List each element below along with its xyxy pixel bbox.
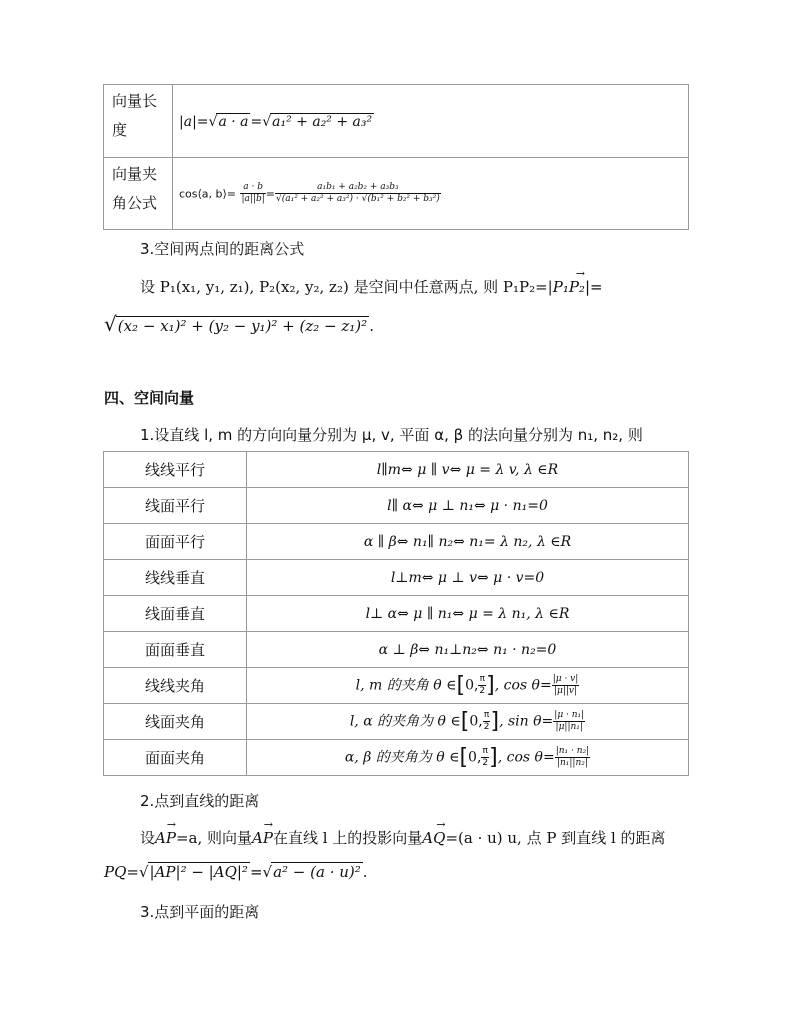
formula-part: a₁² + a₂² + a₃² <box>272 113 373 130</box>
text-part: |= <box>584 278 603 296</box>
numerator: a₁b₁ + a₂b₂ + a₃b₃ <box>275 182 441 194</box>
relation-name: 线面垂直 <box>104 596 247 632</box>
section-title: 四、空间向量 <box>104 389 195 407</box>
numerator: |μ · n₁| <box>554 710 585 720</box>
text-part: = <box>249 863 263 881</box>
interval-start: 0, <box>468 749 482 766</box>
text-part: . <box>369 317 374 335</box>
text-part: 设 <box>140 829 156 847</box>
relation-rule: α, β 的夹角为 θ ∈[0, $\frac{\pi}{2}$ ], cos θ= $\frac{\text{|n₁ · n₂|}}{\text{|n₁||n₂|}}$ <box>247 740 689 776</box>
trig-part: , sin θ= <box>499 713 554 730</box>
formula-part: = <box>250 113 263 130</box>
vector-formula-table <box>103 84 689 230</box>
paragraph <box>140 827 666 848</box>
section-heading: 3.点到平面的距离 <box>140 903 260 921</box>
spatial-relation-table <box>103 451 689 776</box>
interval-start: 0, <box>469 713 483 730</box>
text-part: =(a · u) u, 点 P 到直线 l 的距离 <box>445 829 666 847</box>
vector: → P₁P₂ <box>553 278 585 296</box>
section-heading: 3.空间两点间的距离公式 <box>140 240 305 258</box>
table-row <box>104 560 689 596</box>
numerator: π <box>482 746 488 756</box>
trig-part: , cos θ= <box>497 749 555 766</box>
fraction <box>240 182 265 205</box>
paragraph <box>140 276 603 297</box>
denominator: 2 <box>482 758 489 768</box>
text-part: 设 P₁(x₁, y₁, z₁), P₂(x₂, y₂, z₂) 是空间中任意两点, 则 P₁P₂=| <box>140 278 553 296</box>
numerator: π <box>479 674 485 684</box>
fraction <box>552 674 580 697</box>
table-row <box>104 668 689 704</box>
relation-rule: α ∥ β⇔ n₁∥ n₂⇔ n₁= λ n₂, λ ∈R <box>247 524 689 560</box>
denominator: 2 <box>483 722 490 732</box>
text-part: =a, 则向量 <box>175 829 253 847</box>
distance-formula: (x₂ − x₁)² + (y₂ − y₁)² + (z₂ − z₁)² <box>117 317 368 335</box>
relation-rule: l, m 的夹角 θ ∈[0, $\frac{\pi}{2}$ ], cos θ= $\frac{|\mu \cdot v|}{|\mu||v|}$ <box>247 668 689 704</box>
relation-name: 线面夹角 <box>104 704 247 740</box>
interval-start: 0, <box>465 677 479 694</box>
vector: → AP <box>155 829 176 847</box>
relation-name: 面面平行 <box>104 524 247 560</box>
denominator: |μ||v| <box>553 686 578 696</box>
table-row <box>104 488 689 524</box>
relation-name: 面面垂直 <box>104 632 247 668</box>
numerator: π <box>483 710 490 720</box>
numerator: a · b <box>240 182 265 194</box>
fraction <box>478 674 486 697</box>
label-line: 向量夹 <box>112 165 158 183</box>
section-heading: 2.点到直线的距离 <box>140 792 260 810</box>
relation-rule: l∥ α⇔ μ ⊥ n₁⇔ μ · n₁=0 <box>247 488 689 524</box>
rule-prefix: l, m 的夹角 θ ∈ <box>355 677 457 694</box>
table-row <box>104 524 689 560</box>
sqrt-expression: |AP|² − |AQ|² <box>149 863 248 881</box>
numerator: |n₁ · n₂| <box>555 746 590 756</box>
angle-formula <box>173 158 689 230</box>
vector: → AP <box>252 829 273 847</box>
fraction <box>555 746 590 769</box>
relation-rule: l⊥m⇔ μ ⊥ v⇔ μ · v=0 <box>247 560 689 596</box>
trig-part: , cos θ= <box>494 677 552 694</box>
table-row <box>104 85 689 158</box>
rule-prefix: l, α 的夹角为 θ ∈ <box>349 713 461 730</box>
relation-name: 线线垂直 <box>104 560 247 596</box>
denominator: |a||b| <box>241 194 265 204</box>
sqrt-expression: a² − (a · u)² <box>273 863 361 881</box>
label-line: 角公式 <box>112 194 158 212</box>
relation-rule: l, α 的夹角为 θ ∈[0, $\frac{\pi}{2}$ ], sin θ= $\frac{\text{|μ · n₁|}}{\text{|μ||n₁|}}$ <box>247 704 689 740</box>
denominator: |n₁||n₂| <box>556 758 588 768</box>
table-row <box>104 704 689 740</box>
table-row <box>104 452 689 488</box>
table-row <box>104 632 689 668</box>
relation-name: 线线夹角 <box>104 668 247 704</box>
fraction <box>275 182 441 205</box>
vector: → AQ <box>422 829 445 847</box>
formula-part: = <box>265 187 275 201</box>
label-line: 向量长 <box>112 92 158 110</box>
numerator: |μ · v| <box>552 674 579 684</box>
table-row <box>104 158 689 230</box>
fraction <box>553 710 585 733</box>
table-row <box>104 740 689 776</box>
denominator: √(a₁² + a₂² + a₃²) · √(b₁² + b₂² + b₃²) <box>275 194 440 204</box>
label-line: 度 <box>112 121 128 139</box>
relation-name: 面面夹角 <box>104 740 247 776</box>
denominator: |μ||n₁| <box>555 722 583 732</box>
text-part: PQ= <box>104 863 139 881</box>
formula-part: a · a <box>218 113 249 130</box>
relation-name: 线线平行 <box>104 452 247 488</box>
length-formula: |a|=√a · a =√a₁² + a₂² + a₃² <box>173 85 689 158</box>
row-label <box>104 85 173 158</box>
paragraph: √(x₂ − x₁)² + (y₂ − y₁)² + (z₂ − z₁)² . <box>104 312 374 336</box>
relation-rule: l∥m⇔ μ ∥ v⇔ μ = λ v, λ ∈R <box>247 452 689 488</box>
relation-rule: l⊥ α⇔ μ ∥ n₁⇔ μ = λ n₁, λ ∈R <box>247 596 689 632</box>
text-part: 在直线 l 上的投影向量 <box>272 829 423 847</box>
rule-prefix: α, β 的夹角为 θ ∈ <box>344 749 460 766</box>
relation-rule: α ⊥ β⇔ n₁⊥n₂⇔ n₁ · n₂=0 <box>247 632 689 668</box>
denominator: 2 <box>479 686 486 696</box>
fraction <box>481 746 489 769</box>
formula-part: cos⟨a, b⟩= <box>179 187 237 201</box>
paragraph: PQ=√|AP|² − |AQ|² =√a² − (a · u)² . <box>104 863 368 881</box>
paragraph: 1.设直线 l, m 的方向向量分别为 μ, v, 平面 α, β 的法向量分别为 n₁, n₂, 则 <box>140 426 643 444</box>
row-label <box>104 158 173 230</box>
text-part: . <box>362 863 368 881</box>
formula-part: |a|= <box>179 113 209 130</box>
table-row <box>104 596 689 632</box>
relation-name: 线面平行 <box>104 488 247 524</box>
